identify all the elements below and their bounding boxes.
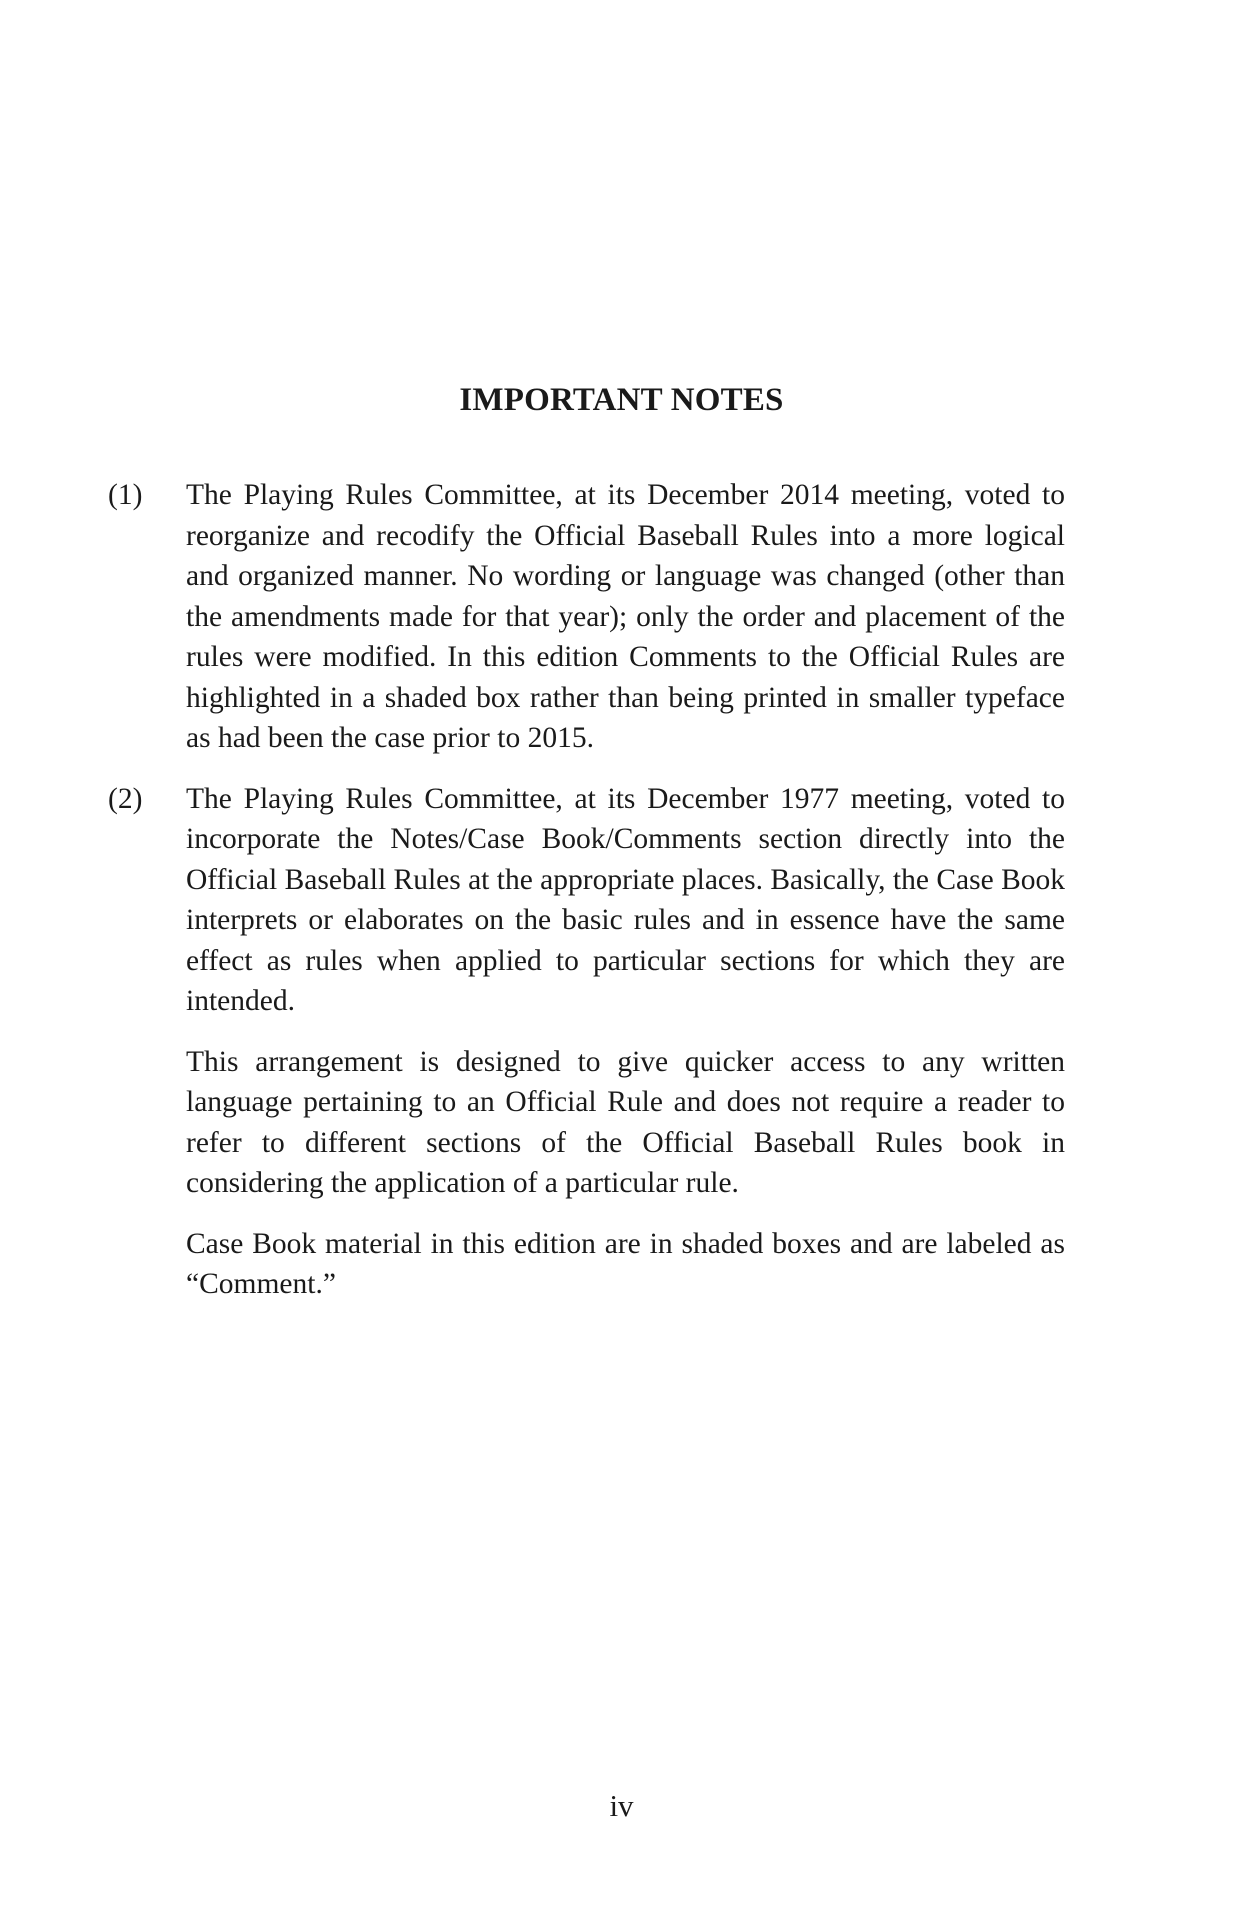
note-number: (1) [108, 479, 143, 511]
notes-list [108, 475, 1108, 1305]
note-2-paragraph-1: The Playing Rules Committee, at its December 1977 meeting, voted to incorporate the Notes/Case Book/Comments section directly into the Official Baseball Rules at the appropriate places. Basically, the Case Book interprets or elaborates on the basic rules and in essence have the same effect as rules when applied to particular sections for which they are intended. [186, 782, 1065, 1017]
note-2-paragraph-2: This arrangement is designed to give quicker access to any written language pertaining to an Official Rule and does not require a reader to refer to different sections of the Official Baseball Rules book in considering the application of a particular rule. [186, 1045, 1065, 1199]
note-body [186, 475, 1065, 759]
note-1-paragraph-1: The Playing Rules Committee, at its December 2014 meeting, voted to reorganize and recodify the Official Baseball Rules into a more logical and organized manner. No wording or language was changed (other than the amendments made for that year); only the order and placement of the rules were modified. In this edition Comments to the Official Rules are highlighted in a shaded box rather than being printed in smaller typeface as had been the case prior to 2015. [186, 479, 1065, 754]
note-2-paragraph-3: Case Book material in this edition are in shaded boxes and are labeled as “Comment.” [186, 1227, 1065, 1300]
note-item-2 [108, 779, 1108, 1305]
note-number: (2) [108, 782, 143, 815]
page-title: IMPORTANT NOTES [459, 382, 784, 418]
page-number: iv [609, 1788, 634, 1823]
note-item-1 [108, 475, 1108, 759]
note-body [186, 779, 1065, 1305]
